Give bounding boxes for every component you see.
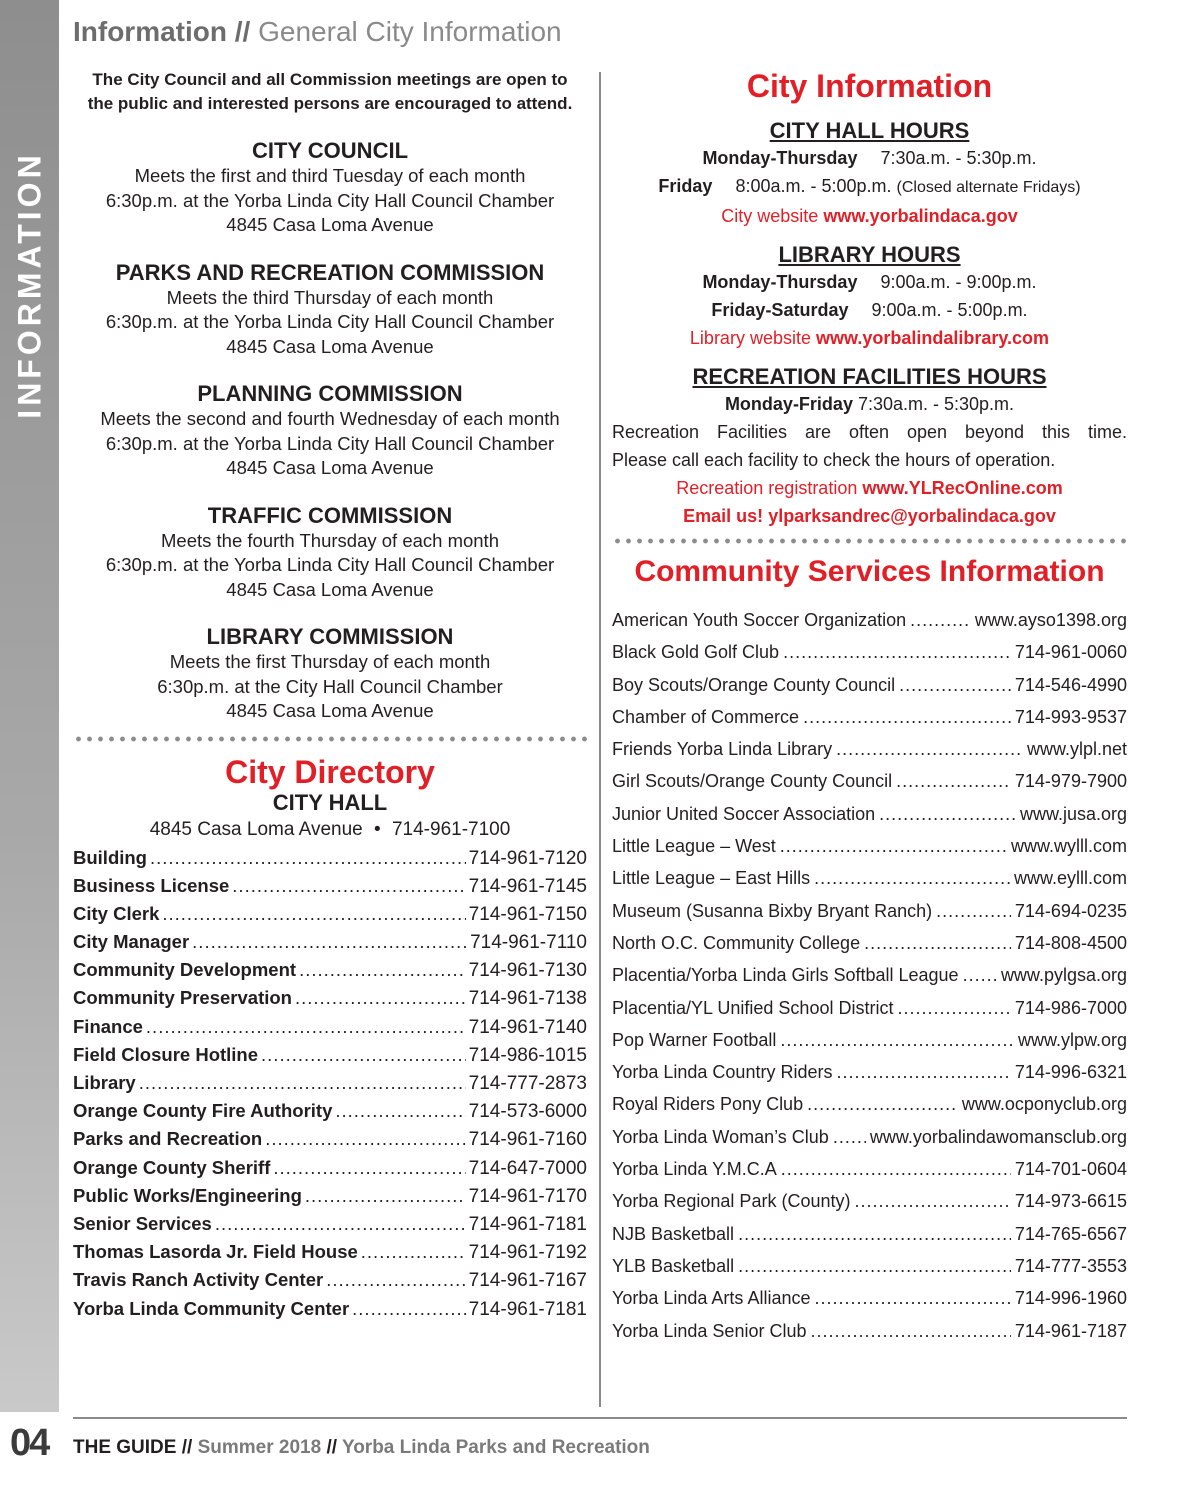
meetings-intro xyxy=(73,68,587,116)
community-contact: www.ylpl.net xyxy=(1026,739,1127,760)
footer-season: Summer 2018 xyxy=(197,1437,322,1458)
dot-leader xyxy=(146,1013,466,1041)
meeting-title: LIBRARY COMMISSION xyxy=(206,624,454,649)
community-name: Little League – East Hills xyxy=(612,868,811,889)
dot-leader xyxy=(738,1250,1011,1282)
footer-separator: // xyxy=(326,1437,337,1458)
directory-name: Community Preservation xyxy=(73,987,292,1009)
directory-main-phone: 714-961-7100 xyxy=(391,818,511,840)
community-contact: 714-993-9537 xyxy=(1014,706,1127,727)
dotted-separator xyxy=(612,538,1127,544)
community-contact: www.ocponyclub.org xyxy=(961,1094,1127,1115)
city-website-label: City website xyxy=(721,206,819,226)
community-name: Boy Scouts/Orange County Council xyxy=(612,674,896,695)
directory-name: Building xyxy=(73,846,147,868)
community-contact: www.yorbalindawomansclub.org xyxy=(869,1126,1127,1147)
dot-leader xyxy=(305,1182,466,1210)
page-number: 04 xyxy=(10,1422,49,1464)
library-website-label: Library website xyxy=(689,328,811,348)
community-name: Placentia/Yorba Linda Girls Softball League xyxy=(612,965,959,986)
dot-leader xyxy=(265,1125,465,1153)
meeting-title: PLANNING COMMISSION xyxy=(197,381,463,406)
dot-leader xyxy=(139,1069,466,1097)
city-hall-hours-heading: CITY HALL HOURS xyxy=(769,118,970,143)
community-row xyxy=(612,669,1127,701)
directory-address: 4845 Casa Loma Avenue xyxy=(149,818,363,840)
directory-phone: 714-961-7167 xyxy=(468,1270,587,1292)
meeting-title: TRAFFIC COMMISSION xyxy=(207,502,453,528)
community-row xyxy=(612,1218,1127,1250)
community-name: Chamber of Commerce xyxy=(612,706,800,727)
meeting-detail: Meets the third Thursday of each month xyxy=(166,286,494,308)
meeting-block xyxy=(73,624,587,724)
directory-row xyxy=(73,928,587,956)
directory-name: City Manager xyxy=(73,931,190,953)
dot-leader xyxy=(150,844,466,872)
dot-leader xyxy=(299,956,466,984)
meeting-block xyxy=(73,138,587,238)
directory-name: Senior Services xyxy=(73,1212,212,1234)
dot-leader xyxy=(352,1295,466,1323)
community-contact: www.ylpw.org xyxy=(1017,1029,1127,1050)
community-contact: 714-961-7187 xyxy=(1014,1320,1127,1341)
intro-line-2: the public and interested persons are encouraged to attend. xyxy=(87,94,573,113)
city-directory xyxy=(73,754,587,844)
directory-phone: 714-961-7170 xyxy=(468,1185,587,1207)
community-name: Little League – West xyxy=(612,836,776,857)
directory-phone: 714-961-7160 xyxy=(468,1129,587,1151)
community-name: Black Gold Golf Club xyxy=(612,642,780,663)
recreation-note-1: Recreation Facilities are often open beyond this time. xyxy=(612,422,1127,442)
community-contact: www.eylll.com xyxy=(1013,868,1127,889)
community-contact: 714-777-3553 xyxy=(1014,1255,1127,1276)
meeting-detail: 4845 Casa Loma Avenue xyxy=(226,457,434,478)
dot-leader xyxy=(833,1121,866,1153)
dot-leader xyxy=(864,927,1011,959)
meeting-detail: Meets the first Thursday of each month xyxy=(169,651,491,672)
directory-phone: 714-961-7150 xyxy=(468,903,587,925)
intro-line-1: The City Council and all Commission meetings are open to xyxy=(92,70,568,89)
city-info-title: City Information xyxy=(746,68,993,104)
community-name: Pop Warner Football xyxy=(612,1029,777,1050)
meeting-detail: 4845 Casa Loma Avenue xyxy=(226,700,434,721)
dotted-separator xyxy=(73,736,587,742)
community-contact: 714-546-4990 xyxy=(1014,674,1127,695)
dot-leader xyxy=(836,733,1023,765)
side-tab-label: INFORMATION xyxy=(11,151,48,419)
dot-leader xyxy=(803,701,1011,733)
community-row xyxy=(612,765,1127,797)
meeting-detail: 6:30p.m. at the Yorba Linda City Hall Council Chamber xyxy=(105,432,555,454)
directory-phone: 714-777-2873 xyxy=(468,1073,587,1094)
community-contact: 714-996-1960 xyxy=(1014,1288,1127,1309)
dot-leader xyxy=(781,1153,1011,1185)
community-title: Community Services Information xyxy=(634,555,1105,588)
dot-leader xyxy=(810,1315,1010,1347)
community-name: Yorba Linda Arts Alliance xyxy=(612,1288,811,1309)
directory-row xyxy=(73,984,587,1012)
community-contact: 714-961-0060 xyxy=(1014,642,1127,663)
community-name: Yorba Linda Country Riders xyxy=(612,1062,833,1083)
header-section: Information xyxy=(73,16,227,47)
community-contact: 714-986-7000 xyxy=(1014,997,1127,1018)
community-contact: 714-973-6615 xyxy=(1014,1191,1127,1212)
directory-list xyxy=(73,844,587,1323)
directory-phone: 714-961-7110 xyxy=(470,932,587,954)
community-row xyxy=(612,1185,1127,1217)
directory-name: Library xyxy=(73,1072,136,1093)
directory-phone: 714-961-7181 xyxy=(468,1298,587,1320)
directory-row xyxy=(73,1210,587,1238)
directory-name: Travis Ranch Activity Center xyxy=(73,1269,324,1291)
city-hall-note: (Closed alternate Fridays) xyxy=(896,179,1081,196)
community-name: Yorba Linda Woman’s Club xyxy=(612,1126,829,1147)
community-name: Yorba Linda Senior Club xyxy=(612,1320,807,1341)
dot-leader xyxy=(897,992,1010,1024)
header-separator: // xyxy=(234,16,251,47)
community-contact: 714-808-4500 xyxy=(1014,932,1127,953)
footer-separator: // xyxy=(181,1437,193,1458)
community-contact: 714-996-6321 xyxy=(1014,1062,1127,1083)
directory-row xyxy=(73,900,587,928)
directory-name: Business License xyxy=(73,874,230,896)
library-time-2: 9:00a.m. - 5:00p.m. xyxy=(871,300,1028,320)
directory-row xyxy=(73,844,587,872)
meeting-detail: 6:30p.m. at the Yorba Linda City Hall Council Chamber xyxy=(105,311,555,332)
community-row xyxy=(612,1121,1127,1153)
dot-leader xyxy=(896,765,1011,797)
meeting-title: CITY COUNCIL xyxy=(251,138,409,163)
directory-phone: 714-986-1015 xyxy=(468,1044,587,1066)
community-row xyxy=(612,1282,1127,1314)
meeting-detail: Meets the first and third Tuesday of each month xyxy=(134,165,526,186)
footer-rule xyxy=(73,1417,1127,1419)
email-link[interactable]: ylparksandrec@yorbalindaca.gov xyxy=(768,506,1056,526)
registration-link[interactable]: www.YLRecOnline.com xyxy=(862,478,1063,498)
header-subtitle: General City Information xyxy=(258,16,562,47)
community-row xyxy=(612,1153,1127,1185)
community-name: Girl Scouts/Orange County Council xyxy=(612,771,893,792)
city-hall-hours-row-1 xyxy=(612,144,1127,172)
directory-row xyxy=(73,1069,587,1097)
community-row xyxy=(612,1315,1127,1347)
directory-phone: 714-961-7130 xyxy=(468,960,587,982)
directory-row xyxy=(73,1154,587,1182)
dot-leader xyxy=(361,1238,466,1266)
directory-name: Public Works/Engineering xyxy=(73,1184,302,1206)
directory-phone: 714-961-7140 xyxy=(468,1016,587,1038)
community-row xyxy=(612,959,1127,991)
directory-name: Finance xyxy=(73,1015,143,1037)
directory-name: Yorba Linda Community Center xyxy=(73,1297,350,1319)
email-line xyxy=(612,502,1127,530)
recreation-registration-line xyxy=(612,474,1127,502)
directory-row xyxy=(73,1041,587,1069)
city-hall-time-1: 7:30a.m. - 5:30p.m. xyxy=(880,148,1037,168)
directory-phone: 714-573-6000 xyxy=(468,1101,587,1123)
directory-name: Orange County Fire Authority xyxy=(73,1100,333,1122)
library-website-link[interactable]: www.yorbalindalibrary.com xyxy=(816,328,1050,348)
library-days-2: Friday-Saturday xyxy=(711,300,849,320)
community-contact: www.jusa.org xyxy=(1019,803,1127,824)
city-hall-hours-row-2 xyxy=(612,172,1127,202)
recreation-hours-heading: RECREATION FACILITIES HOURS xyxy=(692,364,1047,389)
community-row xyxy=(612,927,1127,959)
dot-leader xyxy=(273,1154,465,1182)
community-name: Royal Riders Pony Club xyxy=(612,1094,804,1115)
city-hall-days-2: Friday xyxy=(658,176,713,196)
email-label: Email us! xyxy=(683,506,764,526)
city-website-link[interactable]: www.yorbalindaca.gov xyxy=(823,206,1018,226)
dot-leader xyxy=(814,1282,1010,1314)
meeting-detail: 4845 Casa Loma Avenue xyxy=(226,335,434,357)
community-row xyxy=(612,733,1127,765)
meeting-block xyxy=(73,503,587,603)
registration-label: Recreation registration xyxy=(676,478,858,498)
community-name: YLB Basketball xyxy=(612,1255,735,1276)
meeting-detail: 4845 Casa Loma Avenue xyxy=(226,214,434,235)
recreation-hours-row-1 xyxy=(612,390,1127,418)
directory-row xyxy=(73,1266,587,1294)
meeting-detail: 4845 Casa Loma Avenue xyxy=(226,578,434,600)
library-hours-row-2 xyxy=(612,296,1127,324)
directory-subtitle: CITY HALL xyxy=(272,789,388,815)
community-contact: 714-701-0604 xyxy=(1014,1159,1127,1180)
directory-name: Orange County Sheriff xyxy=(73,1156,271,1178)
meeting-detail: 6:30p.m. at the Yorba Linda City Hall Council Chamber xyxy=(105,189,555,211)
dot-leader xyxy=(326,1266,465,1294)
footer-org: Yorba Linda Parks and Recreation xyxy=(341,1437,650,1458)
city-hall-time-2: 8:00a.m. - 5:00p.m. xyxy=(735,176,892,196)
community-name: Museum (Susanna Bixby Bryant Ranch) xyxy=(612,900,933,921)
community-contact: www.pylgsa.org xyxy=(1000,965,1127,986)
community-row xyxy=(612,1056,1127,1088)
directory-name: Community Development xyxy=(73,959,297,981)
directory-bullet: • xyxy=(374,818,381,840)
community-row xyxy=(612,862,1127,894)
meetings-list xyxy=(73,138,587,724)
meeting-detail: Meets the second and fourth Wednesday of each month xyxy=(100,408,560,429)
community-row xyxy=(612,1024,1127,1056)
directory-row xyxy=(73,956,587,984)
dot-leader xyxy=(936,895,1011,927)
community-contact: www.wylll.com xyxy=(1010,836,1127,857)
dot-leader xyxy=(814,862,1010,894)
directory-phone: 714-961-7192 xyxy=(468,1242,587,1264)
meeting-block xyxy=(73,381,587,481)
meeting-detail: 6:30p.m. at the Yorba Linda City Hall Council Chamber xyxy=(105,554,555,575)
recreation-time-1: 7:30a.m. - 5:30p.m. xyxy=(857,394,1015,414)
community-row xyxy=(612,1250,1127,1282)
community-name: Yorba Linda Y.M.C.A xyxy=(612,1159,777,1180)
community-row xyxy=(612,992,1127,1024)
side-tab xyxy=(0,0,59,1412)
community-contact: www.ayso1398.org xyxy=(974,610,1127,630)
directory-row xyxy=(73,1013,587,1041)
community-name: Yorba Regional Park (County) xyxy=(612,1191,851,1212)
library-hours-heading: LIBRARY HOURS xyxy=(778,242,961,267)
directory-address-line xyxy=(73,816,587,844)
directory-row xyxy=(73,1125,587,1153)
dot-leader xyxy=(807,1088,958,1120)
directory-title: City Directory xyxy=(225,753,435,790)
community-row xyxy=(612,895,1127,927)
dot-leader xyxy=(335,1097,465,1125)
community-row xyxy=(612,604,1127,636)
dot-leader xyxy=(261,1041,466,1069)
dot-leader xyxy=(836,1056,1010,1088)
directory-name: Parks and Recreation xyxy=(73,1128,263,1150)
dot-leader xyxy=(780,830,1007,862)
community-contact: 714-979-7900 xyxy=(1014,771,1127,792)
directory-name: Thomas Lasorda Jr. Field House xyxy=(73,1241,358,1263)
directory-phone: 714-961-7138 xyxy=(468,988,587,1010)
directory-row xyxy=(73,1097,587,1125)
city-website-line xyxy=(612,202,1127,230)
page-footer xyxy=(73,1437,650,1459)
directory-phone: 714-961-7120 xyxy=(468,847,587,869)
left-column xyxy=(73,68,587,1323)
community-row xyxy=(612,1088,1127,1120)
directory-row xyxy=(73,1182,587,1210)
meeting-detail: 6:30p.m. at the City Hall Council Chamber xyxy=(157,675,503,697)
directory-phone: 714-647-7000 xyxy=(468,1157,587,1179)
recreation-note-2: Please call each facility to check the hours of operation. xyxy=(612,450,1056,470)
dot-leader xyxy=(232,872,465,900)
column-divider xyxy=(599,72,601,1407)
page-header xyxy=(73,16,562,48)
community-list xyxy=(612,604,1127,1347)
community-name: NJB Basketball xyxy=(612,1223,735,1244)
dot-leader xyxy=(215,1210,466,1238)
directory-name: City Clerk xyxy=(73,902,160,924)
community-name: Junior United Soccer Association xyxy=(612,803,876,824)
dot-leader xyxy=(738,1218,1011,1250)
dot-leader xyxy=(879,798,1016,830)
right-column xyxy=(612,68,1127,1347)
community-name: Friends Yorba Linda Library xyxy=(612,739,833,760)
dot-leader xyxy=(963,959,997,991)
dot-leader xyxy=(910,604,971,636)
dot-leader xyxy=(854,1185,1010,1217)
directory-name: Field Closure Hotline xyxy=(73,1043,259,1065)
dot-leader xyxy=(783,636,1011,668)
meeting-title: PARKS AND RECREATION COMMISSION xyxy=(115,259,545,285)
dot-leader xyxy=(295,984,466,1012)
directory-row xyxy=(73,1238,587,1266)
community-contact: 714-694-0235 xyxy=(1014,900,1127,921)
city-hall-days-1: Monday-Thursday xyxy=(702,148,858,168)
community-name: Placentia/YL Unified School District xyxy=(612,997,894,1018)
dot-leader xyxy=(780,1024,1014,1056)
community-name: North O.C. Community College xyxy=(612,932,861,953)
dot-leader xyxy=(162,900,465,928)
directory-phone: 714-961-7181 xyxy=(468,1213,587,1235)
library-hours-row-1 xyxy=(612,268,1127,296)
recreation-days-1: Monday-Friday xyxy=(724,394,853,414)
library-time-1: 9:00a.m. - 9:00p.m. xyxy=(880,272,1037,292)
community-row xyxy=(612,636,1127,668)
dot-leader xyxy=(192,928,467,956)
footer-guide: THE GUIDE xyxy=(73,1437,177,1458)
community-name: American Youth Soccer Organization xyxy=(612,610,907,630)
library-days-1: Monday-Thursday xyxy=(702,272,858,292)
community-contact: 714-765-6567 xyxy=(1014,1223,1127,1244)
community-row xyxy=(612,798,1127,830)
meeting-block xyxy=(73,260,587,360)
directory-row xyxy=(73,872,587,900)
directory-row xyxy=(73,1295,587,1323)
meeting-detail: Meets the fourth Thursday of each month xyxy=(161,529,499,551)
directory-phone: 714-961-7145 xyxy=(468,875,587,897)
community-row xyxy=(612,701,1127,733)
library-website-line xyxy=(612,324,1127,352)
community-row xyxy=(612,830,1127,862)
dot-leader xyxy=(899,669,1011,701)
